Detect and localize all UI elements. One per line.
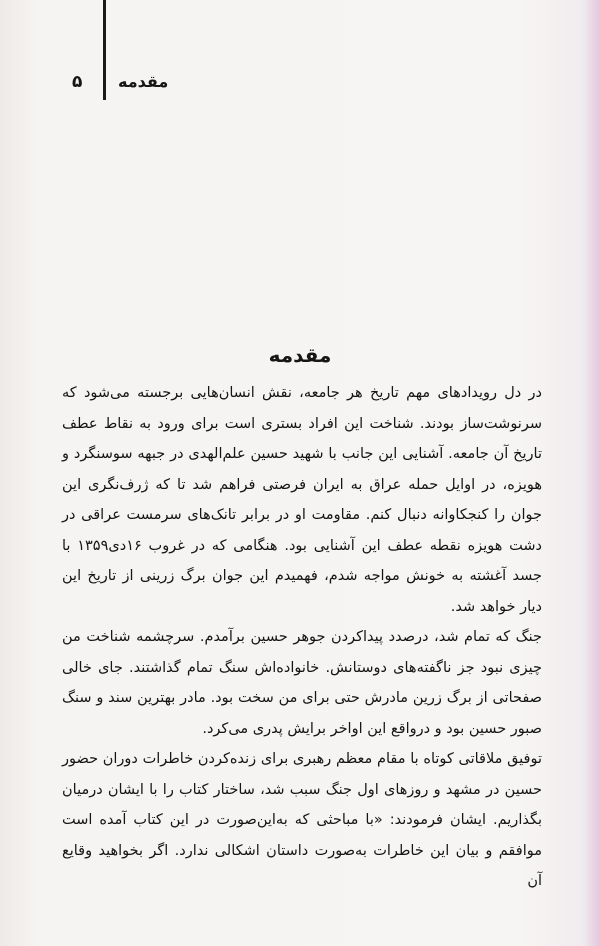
running-head: مقدمه: [118, 72, 169, 91]
paragraph: جنگ که تمام شد، درصدد پیداکردن جوهر حسین برآمدم. سرچشمه شناخت من چیزی نبود جز ناگفته‌های دوستانش. خانواده‌اش سنگ تمام گذاشتند. جای خالی صفحاتی از برگ زرین مادرش حتی برای من سخت بود. مادر بهترین سند و سنگ صبور حسین بود و درواقع این اواخر برایش پدری می‌کرد.: [62, 629, 542, 737]
page-edge-shadow: [586, 0, 600, 946]
paragraph: توفیق ملاقاتی کوتاه با مقام معظم رهبری برای زنده‌کردن خاطرات دوران حضور حسین در مشهد و روزهای اول جنگ سبب شد، ساختار کتاب را با ایشان درمیان بگذاریم. ایشان فرمودند: «با مباحثی که به‌این‌صورت در این کتاب آمده است موافقم و بیان این خاطرات به‌صورت داستان اشکالی ندارد. اگر بخواهید وقایع آن: [62, 751, 542, 889]
page-number: ۵: [72, 72, 83, 92]
chapter-title: مقدمه: [268, 343, 332, 367]
paragraph: در دل رویدادهای مهم تاریخ هر جامعه، نقش انسان‌هایی برجسته می‌شود که سرنوشت‌ساز بودند. شناخت این افراد بستری است برای ورود به نقاط عطف تاریخ آن جامعه. آشنایی این جانب با شهید حسین علم‌الهدی در جبهه سوسنگرد و هویزه، در اوایل حمله عراق به ایران فرصتی فراهم شد تا که ژرف‌نگری این جوان را کنجکاوانه دنبال کنم. مقاومت او در برابر تانک‌های سرمست عراقی در دشت هویزه نقطه عطف این آشنایی بود. هنگامی که در غروب ۱۶دی۱۳۵۹ با جسد آغشته به خونش مواجه شدم، فهمیدم این جوان برگ زرینی از تاریخ این دیار خواهد شد.: [62, 385, 542, 615]
header-vertical-rule: [103, 0, 106, 100]
body-text: [62, 378, 542, 897]
